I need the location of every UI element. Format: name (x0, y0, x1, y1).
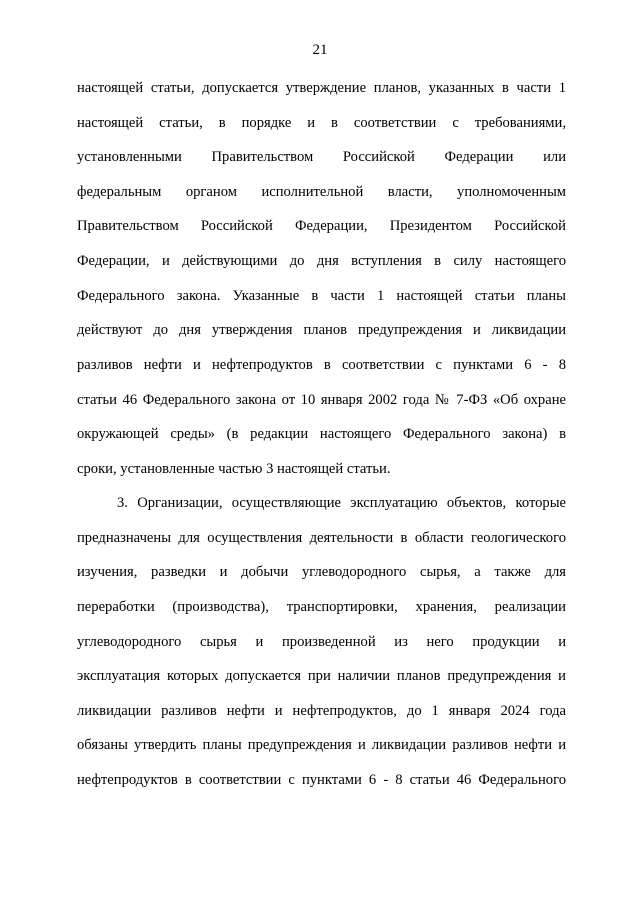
text-line: Правительством Российской Федерации, Президентом Российской (77, 218, 566, 234)
text-line: изучения, разведки и добычи углеводородного сырья, а также для (77, 564, 566, 580)
text-line: действуют до дня утверждения планов предупреждения и ликвидации (77, 322, 566, 338)
text-line: статьи 46 Федерального закона от 10 января 2002 года № 7-ФЗ «Об охране (77, 392, 566, 408)
page-number: 21 (312, 42, 328, 58)
text-line: переработки (производства), транспортировки, хранения, реализации (77, 599, 566, 615)
text-line: окружающей среды» (в редакции настоящего Федерального закона) в (77, 426, 566, 442)
text-line: сроки, установленные частью 3 настоящей статьи. (77, 461, 391, 477)
text-line: эксплуатация которых допускается при наличии планов предупреждения и (77, 668, 566, 684)
text-line: разливов нефти и нефтепродуктов в соответствии с пунктами 6 - 8 (77, 357, 566, 373)
text-line: федеральным органом исполнительной власти, уполномоченным (77, 184, 566, 200)
text-line: нефтепродуктов в соответствии с пунктами 6 - 8 статьи 46 Федерального (77, 772, 566, 788)
text-line: углеводородного сырья и произведенной из него продукции и (77, 634, 566, 650)
text-line: ликвидации разливов нефти и нефтепродуктов, до 1 января 2024 года (77, 703, 566, 719)
text-line: предназначены для осуществления деятельности в области геологического (77, 530, 566, 546)
text-line: настоящей статьи, в порядке и в соответствии с требованиями, (77, 115, 566, 131)
text-line: Федерального закона. Указанные в части 1 настоящей статьи планы (77, 288, 566, 304)
paragraph-start-line: 3. Организации, осуществляющие эксплуатацию объектов, которые (117, 495, 566, 511)
text-line: обязаны утвердить планы предупреждения и ликвидации разливов нефти и (77, 737, 566, 753)
text-line: Федерации, и действующими до дня вступления в силу настоящего (77, 253, 566, 269)
text-line: настоящей статьи, допускается утверждение планов, указанных в части 1 (77, 80, 566, 96)
text-line: установленными Правительством Российской Федерации или (77, 149, 566, 165)
